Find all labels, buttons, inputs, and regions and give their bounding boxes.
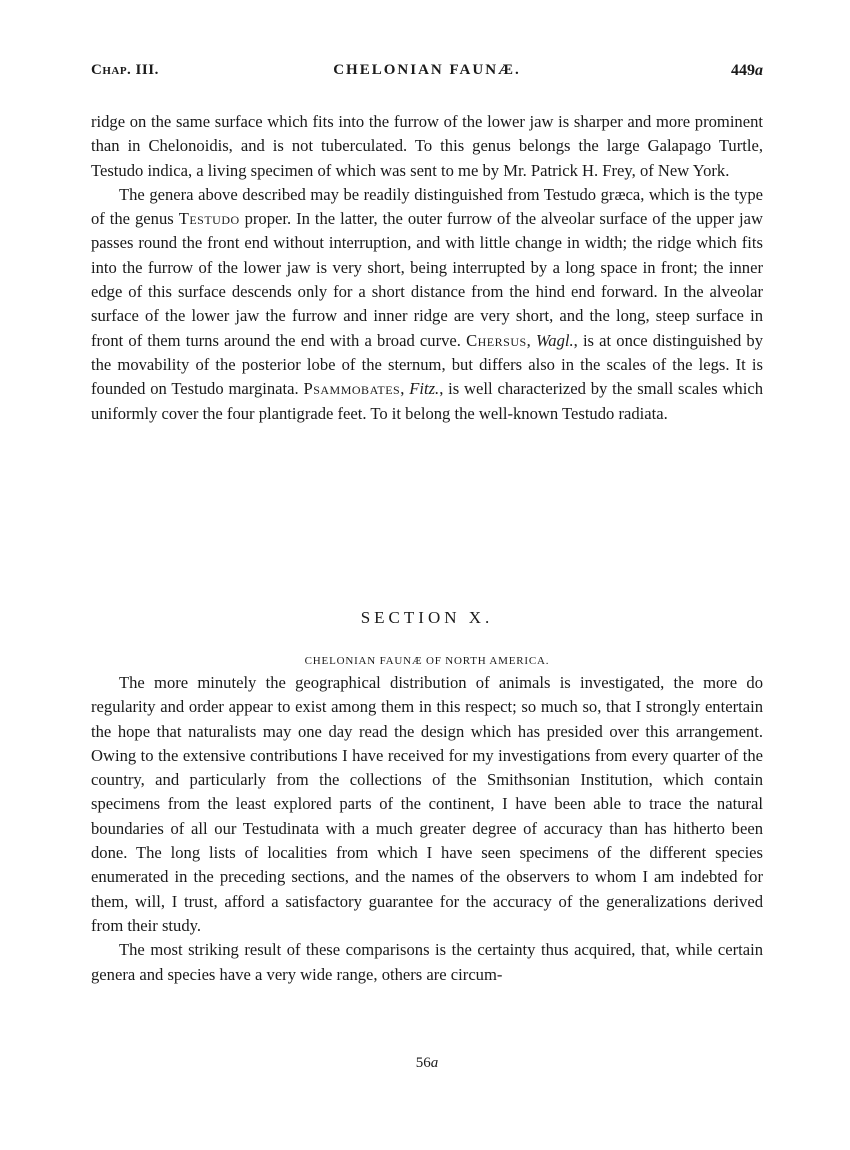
body-text-bottom [91, 671, 763, 987]
document-page [91, 0, 763, 1150]
text-run: , [400, 379, 410, 399]
body-text-top [91, 110, 763, 426]
genus-name-psammobates: Psammobates [303, 379, 401, 399]
running-header [91, 62, 763, 84]
author-fitz: Fitz. [409, 379, 440, 399]
section-subheading: CHELONIAN FAUNÆ OF NORTH AMERICA. [304, 655, 550, 667]
running-title: CHELONIAN FAUNÆ. [333, 62, 521, 78]
paragraph-continued: ridge on the same surface which fits into the furrow of the lower jaw is sharper and more prominent than in Chelonoidis, and is not tuberculated. To this genus belongs the large Galapago Turtle, Testudo indica, a living specimen of which was sent to me by Mr. Patrick H. Frey, of New York. [91, 112, 763, 180]
signature-number: 56 [415, 1055, 431, 1071]
text-run: proper. In the latter, the outer furrow of the alveolar surface of the upper jaw passes round the front end without interruption, and with little change in width; the ridge which fits into the furrow of the lower jaw is very short, being interrupted by a long space in front; the inner edge of this surface descends only for a short distance from the hind end forward. In the alveolar surface of the lower jaw the furrow and inner ridge are very short, and the long, steep surface in front of them turns around the end with a broad curve. [91, 209, 763, 350]
text-run: , [526, 330, 536, 350]
section-heading: SECTION X. [360, 608, 494, 627]
paragraph-result: The most striking result of these comparisons is the certainty thus acquired, that, while certain genera and species have a very wide range, others are circum- [91, 940, 763, 984]
text-run: The genera above described may be readily distinguished from Testudo græca, which is the type of the genus [91, 184, 763, 229]
paragraph-genera [91, 183, 763, 426]
signature-suffix: a [430, 1055, 439, 1071]
page-number-digits: 449 [731, 62, 755, 79]
genus-name-testudo: Testudo [178, 209, 240, 229]
paragraph-distribution: The more minutely the geographical distribution of animals is investigated, the more do regularity and order appear to exist among them in this respect; so much so, that I strongly entertain the hope that naturalists may one day read the design which has presided over this arrangement. Owing to the extensive contributions I have received for my investigations from every quarter of the country, and particularly from the collections of the Smithsonian Institution, which contain specimens from the least explored parts of the continent, I have been able to trace the natural boundaries of all our Testudinata with a much greater degree of accuracy than has hitherto been done. The long lists of localities from which I have seen specimens of the different species enumerated in the preceding sections, and the names of the observers to whom I am indebted for them, will, I trust, afford a satisfactory guarantee for the accuracy of the generalizations derived from their study. [91, 673, 763, 935]
text-run: , is well characterized by the small scales which uniformly cover the four plantigrade feet. To it belong the well-known Testudo radiata. [91, 379, 764, 423]
signature-mark [91, 1055, 763, 1072]
chapter-label: Chap. III. [91, 62, 159, 78]
page-number [731, 62, 763, 80]
author-wagl: Wagl. [535, 330, 574, 350]
page-number-suffix: a [755, 62, 763, 79]
genus-name-chersus: Chersus [466, 330, 527, 350]
text-run: , is at once distinguished by the movability of the posterior lobe of the sternum, but differs also in the scales of the legs. It is founded on Testudo marginata. [91, 330, 764, 399]
